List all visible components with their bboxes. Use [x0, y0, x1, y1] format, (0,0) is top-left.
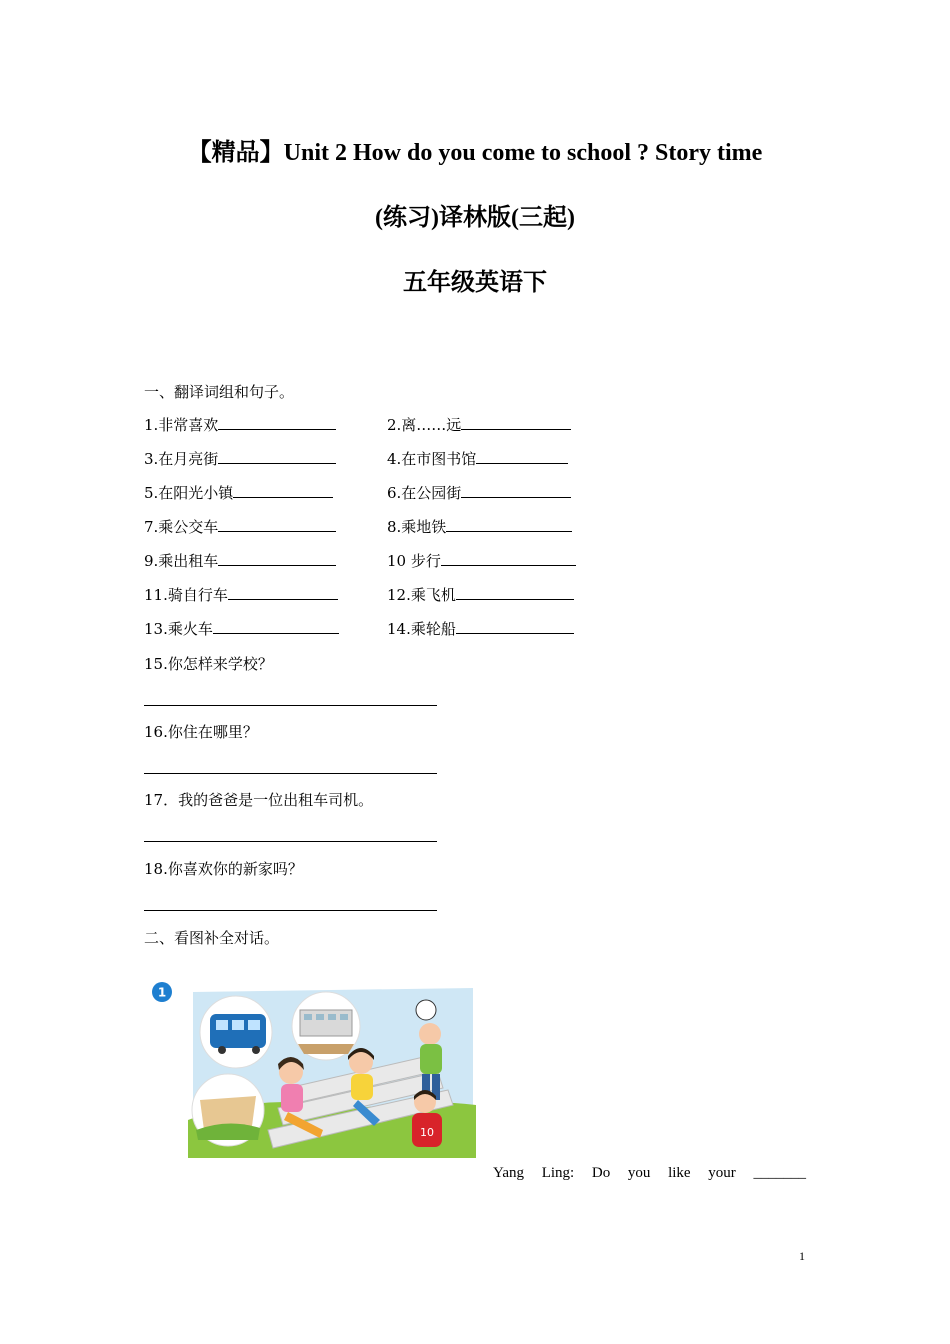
walking-thought-bubble — [192, 1074, 264, 1146]
svg-text:1: 1 — [157, 985, 167, 1000]
item-11: 11.骑自行车 — [144, 584, 338, 605]
item-5: 5.在阳光小镇 — [144, 482, 333, 503]
page-number: 1 — [799, 1249, 805, 1263]
item-1: 1.非常喜欢 — [144, 414, 336, 435]
bus-thought-bubble — [200, 996, 272, 1068]
item-7: 7.乘公交车 — [144, 516, 336, 537]
item-6: 6.在公园街 — [387, 482, 571, 503]
item-9: 9.乘出租车 — [144, 550, 336, 571]
worksheet-grade: 五年级英语下 — [403, 270, 547, 296]
svg-text:10: 10 — [420, 1126, 434, 1139]
item-2: 2.离……远 — [387, 414, 571, 435]
item-4: 4.在市图书馆 — [387, 448, 568, 469]
answer-line-17 — [144, 841, 437, 842]
worksheet-title: 【精品】Unit 2 How do you come to school ? Story time — [187, 140, 763, 166]
answer-line-16 — [144, 773, 437, 774]
section-2-title: 二、看图补全对话。 — [144, 929, 280, 947]
item-8: 8.乘地铁 — [387, 516, 572, 537]
number-badge — [152, 982, 172, 1002]
school-thought-bubble — [292, 992, 360, 1060]
item-3: 3.在月亮街 — [144, 448, 336, 469]
story-illustration — [148, 980, 478, 1162]
dialogue-line: Yang Ling: Do you like your _______ — [493, 1165, 806, 1181]
item-13: 13.乘火车 — [144, 618, 339, 639]
item-14: 14.乘轮船 — [387, 618, 574, 639]
sentence-18: 18.你喜欢你的新家吗？ — [144, 860, 303, 878]
answer-line-15 — [144, 705, 437, 706]
item-12: 12.乘飞机 — [387, 584, 574, 605]
answer-line-18 — [144, 910, 437, 911]
sentence-15: 15.你怎样来学校？ — [144, 655, 273, 673]
sentence-17: 17．我的爸爸是一位出租车司机。 — [144, 791, 374, 809]
item-10: 10 步行 — [387, 550, 576, 571]
worksheet-subtitle: (练习)译林版(三起) — [375, 205, 575, 231]
section-1-title: 一、翻译词组和句子。 — [144, 383, 295, 401]
sentence-16: 16.你住在哪里？ — [144, 723, 258, 741]
